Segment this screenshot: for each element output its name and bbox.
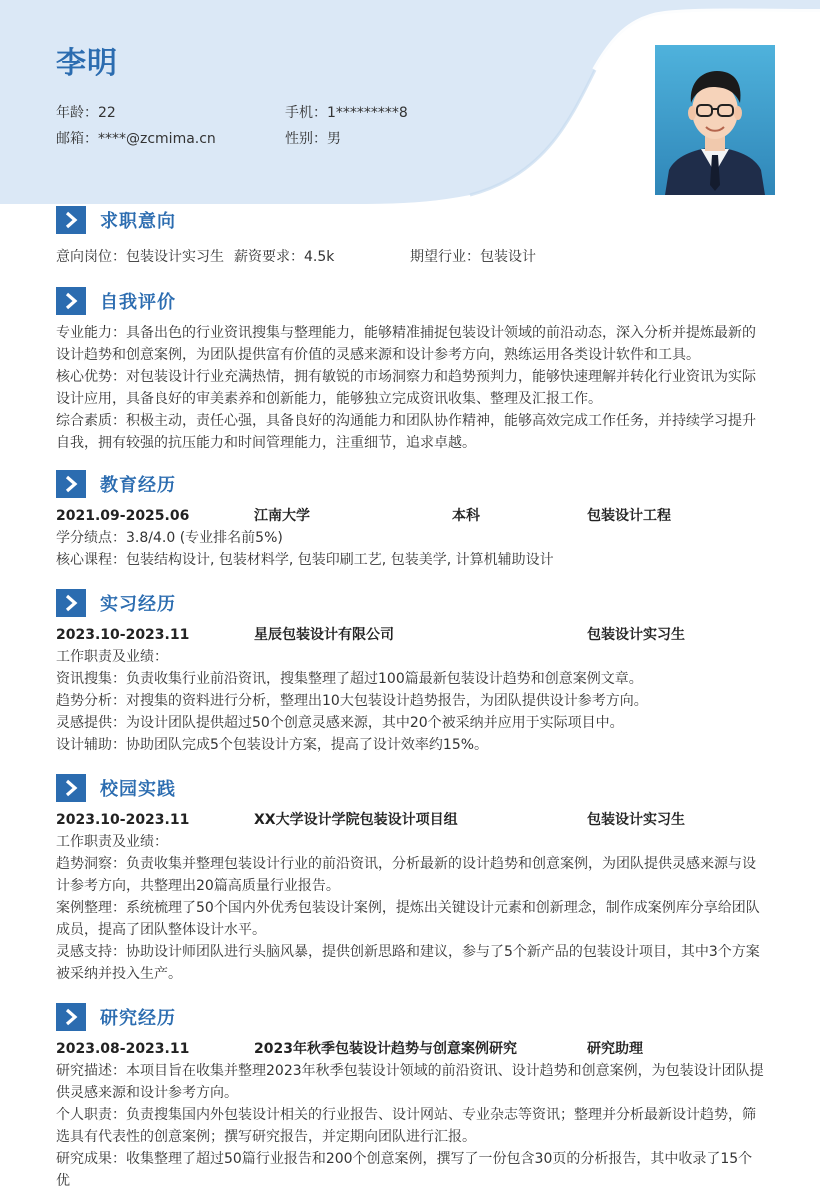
- section-campus-practice: [56, 774, 766, 985]
- education-courses: 核心课程：包装结构设计, 包装材料学, 包装印刷工艺, 包装美学, 计算机辅助设计: [56, 552, 554, 568]
- intent-position: 意向岗位：包装设计实习生: [56, 249, 224, 265]
- research-line: 个人职责：负责搜集国内外包装设计相关的行业报告、设计网站、专业杂志等资讯；整理并分析最新设计趋势，筛选具有代表性的创意案例；撰写研究报告，并定期向团队进行汇报。: [56, 1107, 756, 1145]
- education-degree: 本科: [452, 508, 480, 524]
- section-education: [56, 470, 766, 571]
- education-school: 江南大学: [254, 508, 310, 524]
- internship-line: 趋势分析：对搜集的资料进行分析，整理出10大包装设计趋势报告，为团队提供设计参考方向。: [56, 693, 648, 709]
- section-title: 求职意向: [100, 211, 176, 232]
- intent-salary: 薪资要求：4.5k: [234, 249, 335, 265]
- section-title: 校园实践: [100, 779, 176, 800]
- campus-line: 案例整理：系统梳理了50个国内外优秀包装设计案例，提炼出关键设计元素和创新理念，制作成案例库分享给团队成员，提高了团队整体设计水平。: [56, 900, 760, 938]
- candidate-name: 李明: [56, 46, 118, 81]
- chevron-right-icon: [56, 1003, 86, 1031]
- campus-line: 灵感支持：协助设计师团队进行头脑风暴，提供创新思路和建议，参与了5个新产品的包装设计项目，其中3个方案被采纳并投入生产。: [56, 944, 760, 982]
- campus-line: 工作职责及业绩：: [56, 834, 168, 850]
- research-project: 2023年秋季包装设计趋势与创意案例研究: [254, 1041, 517, 1057]
- age-field: 年龄：22: [56, 105, 116, 121]
- section-title: 自我评价: [100, 292, 176, 313]
- profile-photo: [655, 45, 775, 195]
- internship-line: 设计辅助：协助团队完成5个包装设计方案，提高了设计效率约15%。: [56, 737, 489, 753]
- chevron-right-icon: [56, 470, 86, 498]
- section-self-evaluation: [56, 287, 766, 454]
- education-major: 包装设计工程: [587, 508, 671, 524]
- self-eval-paragraph: 专业能力：具备出色的行业资讯搜集与整理能力，能够精准捕捉包装设计领域的前沿动态，深入分析并提炼最新的设计趋势和创意案例，为团队提供富有价值的灵感来源和设计参考方向，熟练运用各类设计软件和工具。: [56, 325, 756, 363]
- section-title: 实习经历: [100, 594, 176, 615]
- campus-line: 趋势洞察：负责收集并整理包装设计行业的前沿资讯，分析最新的设计趋势和创意案例，为团队提供灵感来源与设计参考方向，共整理出20篇高质量行业报告。: [56, 856, 756, 894]
- chevron-right-icon: [56, 287, 86, 315]
- internship-date: 2023.10-2023.11: [56, 627, 190, 643]
- self-eval-paragraph: 核心优势：对包装设计行业充满热情，拥有敏锐的市场洞察力和趋势预判力，能够快速理解并转化行业资讯为实际设计应用，具备良好的审美素养和创新能力，能够独立完成资讯收集、整理及汇报工作。: [56, 369, 756, 407]
- self-eval-paragraph: 综合素质：积极主动，责任心强，具备良好的沟通能力和团队协作精神，能够高效完成工作任务，并持续学习提升自我，拥有较强的抗压能力和时间管理能力，注重细节，追求卓越。: [56, 413, 756, 451]
- education-gpa: 学分绩点：3.8/4.0 (专业排名前5%): [56, 530, 283, 546]
- chevron-right-icon: [56, 589, 86, 617]
- gender-field: 性别：男: [285, 131, 341, 147]
- research-line: 研究成果：收集整理了超过50篇行业报告和200个创意案例，撰写了一份包含30页的分析报告，其中收录了15个优: [56, 1151, 753, 1189]
- section-title: 教育经历: [100, 475, 176, 496]
- campus-date: 2023.10-2023.11: [56, 812, 190, 828]
- research-date: 2023.08-2023.11: [56, 1041, 190, 1057]
- internship-role: 包装设计实习生: [587, 627, 685, 643]
- internship-company: 星辰包装设计有限公司: [254, 627, 394, 643]
- chevron-right-icon: [56, 206, 86, 234]
- education-date: 2021.09-2025.06: [56, 508, 190, 524]
- campus-role: 包装设计实习生: [587, 812, 685, 828]
- email-field: 邮箱：****@zcmima.cn: [56, 131, 216, 147]
- research-line: 研究描述：本项目旨在收集并整理2023年秋季包装设计领域的前沿资讯、设计趋势和创意案例，为包装设计团队提供灵感来源和设计参考方向。: [56, 1063, 764, 1101]
- section-internship: [56, 589, 766, 756]
- chevron-right-icon: [56, 774, 86, 802]
- intent-industry: 期望行业：包装设计: [410, 249, 536, 265]
- internship-line: 资讯搜集：负责收集行业前沿资讯，搜集整理了超过100篇最新包装设计趋势和创意案例文章。: [56, 671, 643, 687]
- phone-field: 手机：1*********8: [285, 105, 408, 121]
- section-job-intent: [56, 206, 766, 268]
- section-research: [56, 1003, 766, 1192]
- research-role: 研究助理: [587, 1041, 643, 1057]
- internship-line: 工作职责及业绩：: [56, 649, 168, 665]
- section-title: 研究经历: [100, 1008, 176, 1029]
- internship-line: 灵感提供：为设计团队提供超过50个创意灵感来源，其中20个被采纳并应用于实际项目中。: [56, 715, 624, 731]
- campus-org: XX大学设计学院包装设计项目组: [254, 812, 458, 828]
